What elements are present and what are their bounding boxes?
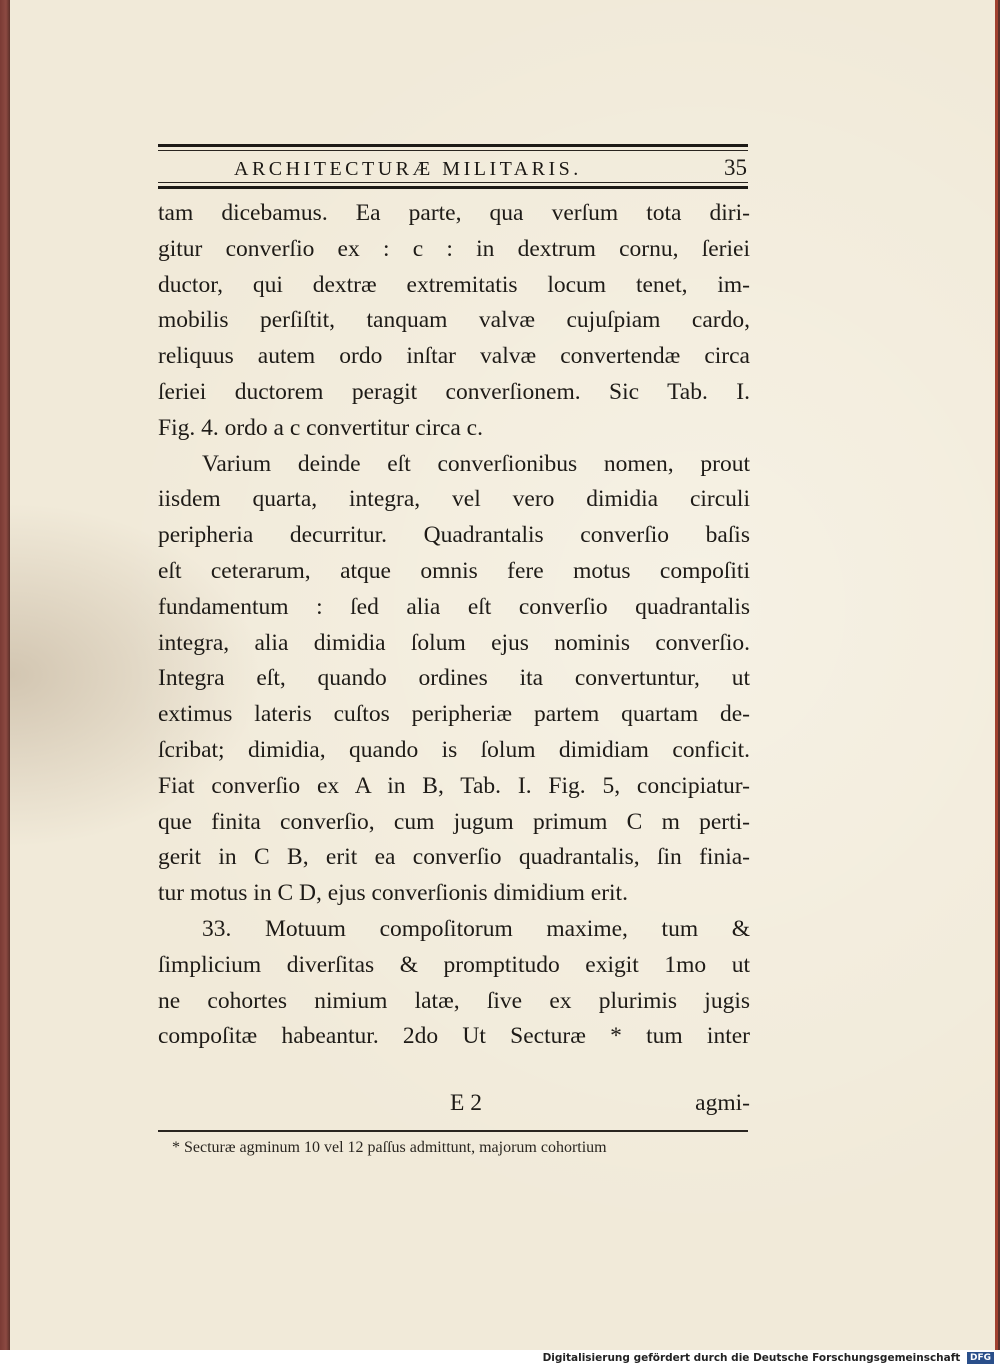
text-line: iisdem quarta, integra, vel vero dimidia circuli [158, 486, 750, 513]
credit-text: Digitalisierung gefördert durch die Deutsche Forschungsgemeinschaft [542, 1352, 961, 1364]
header-rule-top-thin [158, 150, 748, 151]
header-rule-top-thick [158, 144, 748, 147]
dfg-logo-icon: DFG [967, 1352, 994, 1364]
digitization-credit [543, 1352, 994, 1364]
text-line: tam dicebamus. Ea parte, qua verſum tota diri- [158, 200, 750, 226]
signature-mark: E 2 [450, 1090, 482, 1116]
text-line: Integra eſt, quando ordines ita convertuntur, ut [158, 665, 750, 692]
text-line: compoſitæ habeantur. 2do Ut Secturæ * tum inter [158, 1023, 750, 1050]
text-line: extimus lateris cuſtos peripheriæ partem quartam de- [158, 701, 750, 728]
footnote: * Secturæ agminum 10 vel 12 paſſus admittunt, majorum cohortium [172, 1139, 607, 1156]
text-line: ne cohortes nimium latæ, ſive ex plurimis jugis [158, 987, 750, 1014]
header-rule-bottom-thick [158, 186, 748, 189]
text-line: Fiat converſio ex A in B, Tab. I. Fig. 5, concipiatur- [158, 772, 750, 799]
catchline [158, 1090, 750, 1124]
text-line: que finita converſio, cum jugum primum C m perti- [158, 808, 750, 835]
page-number: 35 [724, 155, 747, 180]
running-head: ARCHITECTURÆ MILITARIS. [234, 158, 582, 180]
text-line: ſcribat; dimidia, quando is ſolum dimidiam conficit. [158, 736, 750, 763]
text-line: 33. Motuum compoſitorum maxime, tum & [202, 915, 750, 942]
header-rule-bottom-thin [158, 182, 748, 183]
text-line: gerit in C B, erit ea converſio quadrantalis, ſin finia- [158, 844, 750, 871]
text-line: ſimplicium diverſitas & promptitudo exigit 1mo ut [158, 951, 750, 978]
text-line: integra, alia dimidia ſolum ejus nominis converſio. [158, 629, 750, 656]
text-line: ſeriei ductorem peragit converſionem. Sic Tab. I. [158, 378, 750, 405]
text-line: gitur converſio ex : c : in dextrum cornu, ſeriei [158, 235, 750, 262]
text-line: fundamentum : ſed alia eſt converſio quadrantalis [158, 593, 750, 620]
text-line: mobilis perſiſtit, tanquam valvæ cujuſpiam cardo, [158, 307, 750, 334]
body-text [158, 196, 750, 1055]
footnote-rule [158, 1130, 748, 1132]
text-line: tur motus in C D, ejus converſionis dimidium erit. [158, 880, 628, 907]
text-line: reliquus autem ordo inſtar valvæ convertendæ circa [158, 343, 750, 370]
text-line: ductor, qui dextræ extremitatis locum tenet, im- [158, 271, 750, 298]
text-line: Varium deinde eſt converſionibus nomen, prout [202, 450, 750, 477]
catchword: agmi- [695, 1090, 750, 1116]
text-line: eſt ceterarum, atque omnis fere motus compoſiti [158, 557, 750, 584]
text-line: peripheria decurritur. Quadrantalis converſio baſis [158, 522, 750, 549]
text-line: Fig. 4. ordo a c convertitur circa c. [158, 414, 483, 441]
